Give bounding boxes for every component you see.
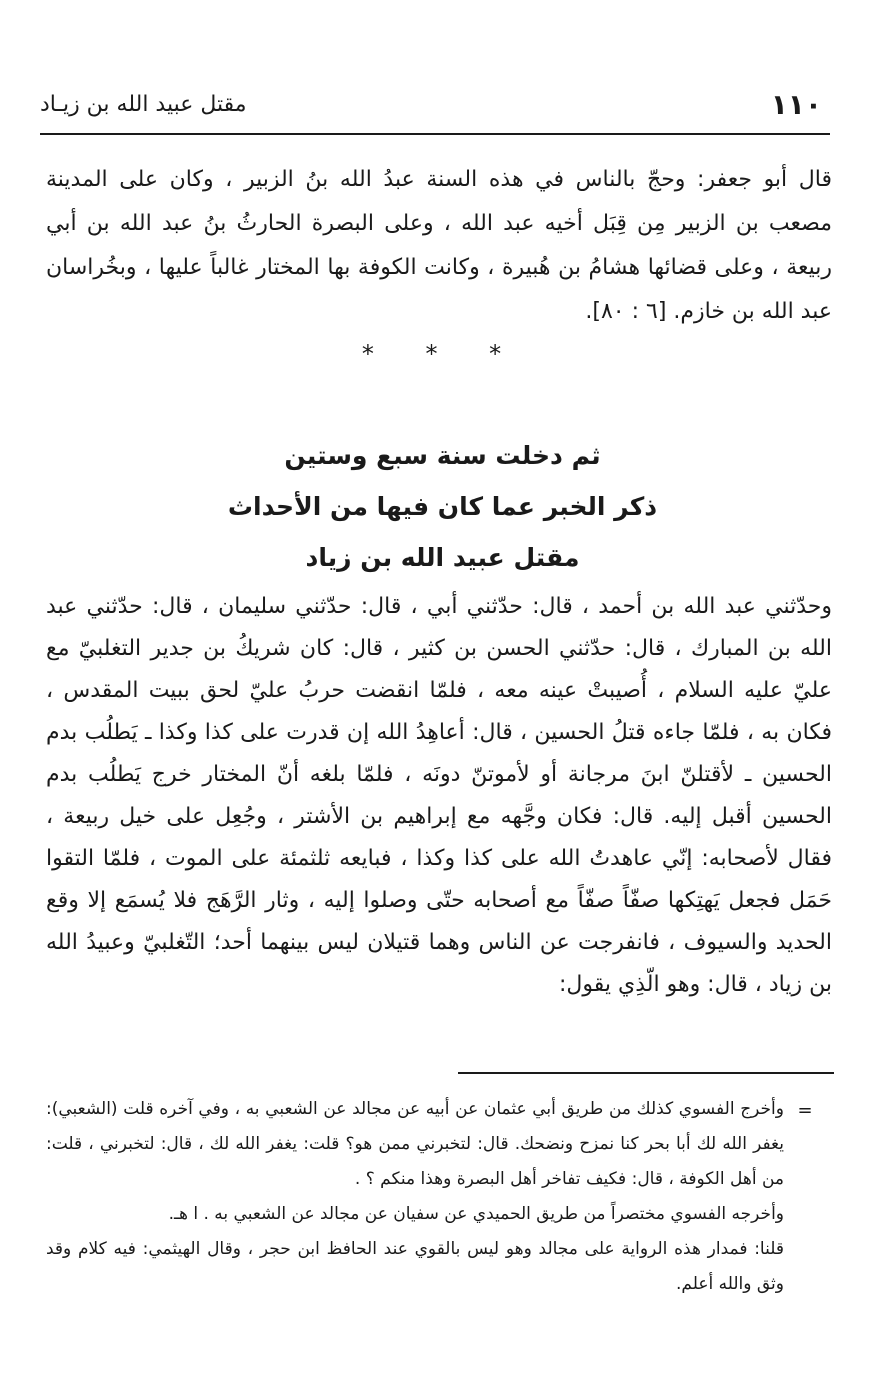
footnote-continuation-marker: =: [797, 1100, 813, 1121]
main-paragraph: وحدّثني عبد الله بن أحمد ، قال: حدّثني أبي ، قال: حدّثني سليمان ، قال: حدّثني عبد الله بن المبارك ، قال: حدّثني الحسن بن كثير ، قال: كان شريكُ بن جدير التغلبيّ مع عليّ عليه السلام ، أُصيبتْ عينه معه ، فلمّا انقضت حربُ عليّ لحق ببيت المقدس ، فكان به ، فلمّا جاءه قتلُ الحسين ، قال: أعاهِدُ الله إن قدرت على كذا وكذا ـ يَطلُب بدم الحسين ـ لأقتلنّ ابنَ مرجانة أو لأموتنّ دونَه ، فلمّا بلغه أنّ المختار خرج يَطلُب بدم الحسين أقبل إليه. قال: فكان وجَّهه مع إبراهيم بن الأشتر ، وجُعِل على خيل ربيعة ، فقال لأصحابه: إنّي عاهدتُ الله على كذا وكذا ، فبايعه ثلثمئة على الموت ، فلمّا التقوا حَمَل فجعل يَهتِكها صفّاً صفّاً مع أصحابه حتّى وصلوا إليه ، وثار الرَّهَج فلا يُسمَع إلا وقع الحديد والسيوف ، فانفرجت عن الناس وهما قتيلان ليس بينهما أحد؛ التّغلبيّ وعبيدُ الله بن زياد ، قال: وهو الّذِي يقول:: [46, 594, 832, 997]
events-heading: ذكر الخبر عما كان فيها من الأحداث: [227, 492, 658, 521]
chapter-headings: [0, 430, 885, 583]
footnotes: [46, 1092, 784, 1302]
header-rule: [40, 133, 830, 135]
intro-paragraph: قال أبو جعفر: وحجّ بالناس في هذه السنة عبدُ الله بنُ الزبير ، وكان على المدينة مصعب بن الزبير مِن قِبَل أخيه عبد الله ، وعلى البصرة الحارثُ بنُ عبد الله بن أبي ربيعة ، وعلى قضائها هشامُ بن هُبيرة ، وكانت الكوفة بها المختار غالباً عليها ، وبخُراسان عبد الله بن خازم. [٦ : ٨٠].: [46, 167, 832, 324]
footnote-line: قلنا: فمدار هذه الرواية على مجالد وهو ليس بالقوي عند الحافظ ابن حجر ، وقال الهيثمي: فيه كلام وقد وثق والله أعلم.: [46, 1239, 784, 1294]
footnote-rule: [458, 1072, 834, 1074]
running-title: مقتل عبيد الله بن زيـاد: [40, 92, 247, 117]
section-separator: * * *: [361, 340, 524, 368]
page-header: [40, 88, 830, 132]
footnote-line: وأخرج الفسوي كذلك من طريق أبي عثمان عن أبيه عن مجالد عن الشعبي به ، وفي آخره قلت (الشعبي): يغفر الله لك أبا بحر كنا نمزح ونضحك. قال: لتخبرني ممن هو؟ قلت: يغفر الله لك ، قال: لتخبرني ، قلت: من أهل الكوفة ، قال: فكيف تفاخر أهل البصرة وهذا منكم ؟ .: [46, 1099, 784, 1189]
page-number: ١١٠: [770, 88, 822, 121]
year-heading: ثم دخلت سنة سبع وستين: [284, 441, 601, 470]
section-heading: مقتل عبيد الله بن زياد: [305, 543, 580, 572]
footnote-line: وأخرجه الفسوي مختصراً من طريق الحميدي عن سفيان عن مجالد عن الشعبي به . ا هـ.: [168, 1204, 784, 1224]
